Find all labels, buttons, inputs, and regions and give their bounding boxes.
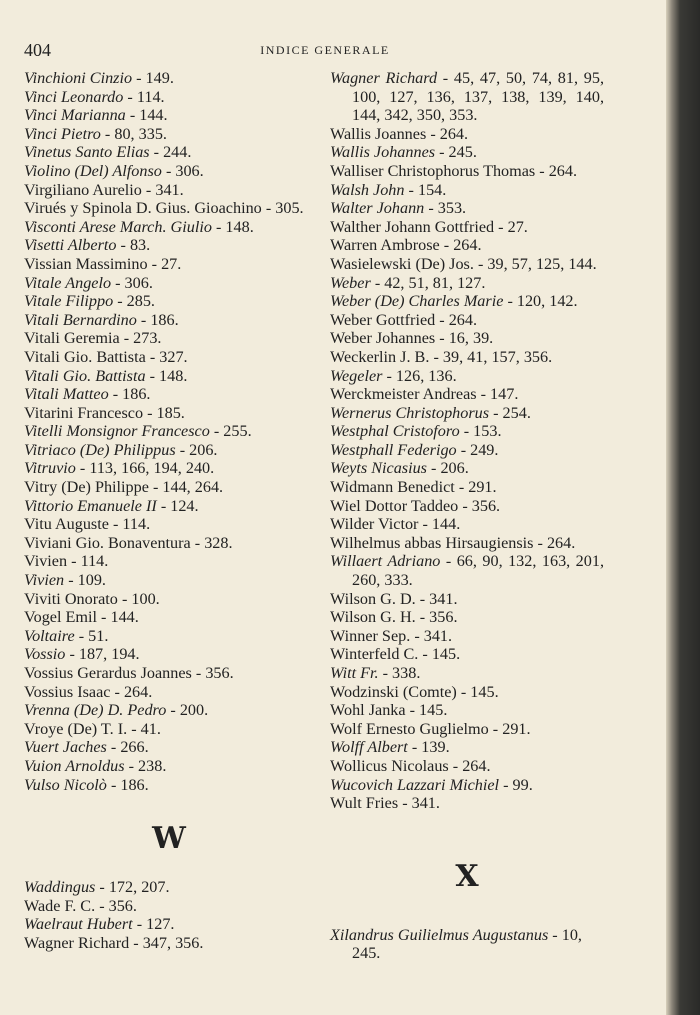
- entry-pages: - 27.: [494, 217, 528, 236]
- index-entry: [24, 571, 314, 590]
- entry-pages: - 327.: [145, 347, 188, 366]
- entry-name: Wiel Dottor Taddeo: [330, 496, 459, 515]
- entry-pages: - 113, 166, 194, 240.: [75, 459, 215, 478]
- index-entry: [24, 645, 314, 664]
- index-entry: [330, 515, 604, 534]
- entry-pages: - 341.: [410, 626, 453, 645]
- entry-pages: - 99.: [499, 775, 533, 794]
- entry-name: Viviani Gio. Bonaventura: [24, 533, 191, 552]
- entry-pages: - 80, 335.: [100, 124, 167, 143]
- entry-name: Vivien: [24, 571, 65, 590]
- index-entry: [330, 199, 604, 218]
- entry-pages: - 356.: [191, 664, 234, 682]
- page-number: 404: [24, 40, 51, 60]
- entry-name: Wilhelmus abbas Hirsaugiensis: [330, 533, 534, 552]
- index-entry: [330, 627, 604, 646]
- index-entry: [24, 143, 314, 162]
- index-entry: [330, 701, 604, 720]
- entry-name: Vinci Pietro: [24, 124, 101, 143]
- entry-pages: - 338.: [378, 664, 421, 682]
- index-entry: [330, 367, 604, 386]
- entry-pages: - 245.: [435, 143, 477, 162]
- entry-pages: - 147.: [476, 385, 519, 404]
- index-entry: [330, 794, 604, 813]
- entry-name: Vitry (De) Philippe: [24, 478, 149, 497]
- entry-pages: - 264.: [533, 533, 576, 552]
- entry-name: Westphal Cristoforo: [330, 422, 460, 441]
- entry-name: Vuion Arnoldus: [24, 756, 125, 775]
- entry-name: Vitu Auguste: [24, 515, 109, 534]
- entry-pages: - 328.: [190, 533, 233, 552]
- entry-pages: - 186.: [106, 775, 149, 794]
- index-entry: [330, 255, 604, 274]
- index-entry: [24, 88, 314, 107]
- entry-name: Wallis Johannes: [330, 143, 436, 162]
- running-head: INDICE GENERALE: [260, 43, 390, 57]
- index-entry: [330, 311, 604, 330]
- index-entry: [330, 459, 604, 478]
- index-list-v: [24, 69, 314, 794]
- index-list-x: [330, 926, 604, 963]
- index-entry: [330, 404, 604, 423]
- entry-pages: - 16, 39.: [435, 329, 494, 348]
- entry-pages: - 291.: [454, 478, 497, 497]
- entry-pages: - 264.: [110, 682, 153, 701]
- entry-pages: - 306.: [161, 161, 204, 180]
- entry-name: Vissian Massimino: [24, 254, 148, 273]
- entry-name: Vitali Gio. Battista: [24, 366, 146, 385]
- entry-pages: - 266.: [106, 738, 149, 757]
- index-list-w: [24, 878, 314, 952]
- index-entry: [24, 385, 314, 404]
- index-entry: [24, 776, 314, 795]
- entry-pages: - 144.: [418, 515, 461, 534]
- index-entry: [330, 720, 604, 739]
- entry-pages: - 264.: [435, 310, 478, 329]
- index-entry: [330, 218, 604, 237]
- entry-name: Vitriaco (De) Philippus: [24, 440, 176, 459]
- index-entry: [24, 534, 314, 553]
- entry-name: Wasielewski (De) Jos.: [330, 254, 474, 273]
- entry-pages: - 306.: [111, 273, 153, 292]
- entry-name: Vulso Nicolò: [24, 775, 107, 794]
- index-entry: [24, 329, 314, 348]
- entry-name: Wegeler: [330, 366, 383, 385]
- entry-name: Waelraut Hubert: [24, 915, 133, 934]
- entry-name: Vitale Filippo: [24, 292, 114, 311]
- entry-pages: - 186.: [108, 385, 151, 404]
- index-column-right: [330, 69, 609, 963]
- entry-name: Walther Johann Gottfried: [330, 217, 495, 236]
- entry-name: Weber Gottfried: [330, 310, 436, 329]
- entry-name: Vuert Jaches: [24, 738, 107, 757]
- entry-name: Virgiliano Aurelio: [24, 180, 142, 199]
- entry-pages: - 148.: [211, 217, 254, 236]
- index-entry: [330, 181, 604, 200]
- entry-name: Vitale Angelo: [24, 273, 112, 292]
- entry-pages: - 285.: [113, 292, 155, 311]
- index-entry: [24, 236, 314, 255]
- entry-name: Wagner Richard: [24, 933, 130, 952]
- index-entry: [24, 552, 314, 571]
- index-entry: [24, 757, 314, 776]
- index-entry: [24, 897, 314, 916]
- index-list-w-continued: [330, 69, 609, 813]
- entry-name: Witt Fr.: [330, 664, 379, 682]
- index-entry: [24, 720, 314, 739]
- index-entry: [24, 459, 314, 478]
- entry-name: Widmann Benedict: [330, 478, 455, 497]
- entry-pages: - 145.: [418, 645, 461, 664]
- entry-name: Vinci Marianna: [24, 106, 126, 125]
- entry-name: Vossio: [24, 645, 66, 664]
- index-entry: [330, 552, 609, 590]
- entry-name: Waddingus: [24, 878, 96, 897]
- index-entry: [24, 422, 314, 441]
- index-entry: [24, 478, 314, 497]
- index-entry: [24, 878, 314, 897]
- index-entry: [24, 934, 314, 953]
- entry-name: Vossius Gerardus Joannes: [24, 664, 192, 682]
- index-entry: [330, 738, 604, 757]
- entry-pages: - 145.: [405, 701, 448, 720]
- entry-pages: - 120, 142.: [503, 292, 578, 311]
- entry-pages: - 353.: [424, 199, 467, 218]
- index-entry: [24, 497, 314, 516]
- index-entry: [330, 683, 604, 702]
- entry-pages: - 291.: [488, 719, 531, 738]
- entry-pages: - 200.: [166, 701, 209, 720]
- entry-name: Xilandrus Guilielmus Augustanus: [330, 925, 549, 944]
- entry-name: Visconti Arese March. Giulio: [24, 217, 212, 236]
- entry-pages: - 144.: [125, 106, 168, 125]
- entry-pages: - 39, 41, 157, 356.: [429, 347, 553, 366]
- entry-pages: - 45, 47, 50, 74, 81, 95, 100, 127, 136, 137, 138, 139, 140, 144, 342, 350, 353.: [352, 69, 609, 125]
- entry-pages: - 273.: [119, 329, 162, 348]
- entry-name: Vossius Isaac: [24, 682, 111, 701]
- entry-name: Visetti Alberto: [24, 236, 117, 255]
- index-entry: [330, 534, 604, 553]
- entry-pages: - 264.: [535, 161, 578, 180]
- index-entry: [330, 590, 604, 609]
- entry-name: Wohl Janka: [330, 701, 406, 720]
- index-entry: [24, 125, 314, 144]
- index-column-left: [24, 69, 314, 953]
- index-entry: [330, 274, 604, 293]
- index-entry: [24, 515, 314, 534]
- index-entry: [330, 776, 604, 795]
- index-entry: [24, 701, 314, 720]
- entry-pages: - 148.: [145, 366, 188, 385]
- entry-name: Wilder Victor: [330, 515, 419, 534]
- index-entry: [24, 348, 314, 367]
- entry-pages: - 42, 51, 81, 127.: [370, 273, 486, 292]
- index-entry: [24, 218, 314, 237]
- entry-pages: - 347, 356.: [129, 933, 204, 952]
- entry-pages: - 109.: [64, 571, 106, 590]
- entry-pages: - 114.: [67, 552, 109, 571]
- index-entry: [24, 162, 314, 181]
- entry-name: Werckmeister Andreas: [330, 385, 477, 404]
- entry-name: Winterfeld C.: [330, 645, 419, 664]
- entry-name: Violino (Del) Alfonso: [24, 161, 162, 180]
- section-letter-x: X: [455, 858, 479, 894]
- entry-pages: - 100.: [117, 589, 160, 608]
- entry-name: Vitali Geremia: [24, 329, 120, 348]
- index-entry: [330, 162, 604, 181]
- entry-pages: - 126, 136.: [382, 366, 457, 385]
- index-entry: [330, 608, 604, 627]
- index-entry: [330, 757, 604, 776]
- index-entry: [24, 608, 314, 627]
- entry-name: Wallis Joannes: [330, 124, 427, 143]
- index-entry: [330, 478, 604, 497]
- entry-pages: - 341.: [415, 589, 458, 608]
- index-entry: [24, 367, 314, 386]
- entry-pages: - 66, 90, 132, 163, 201, 260, 333.: [352, 552, 609, 590]
- index-entry: [330, 385, 604, 404]
- entry-name: Wollicus Nicolaus: [330, 756, 449, 775]
- entry-pages: - 356.: [415, 608, 458, 627]
- entry-pages: - 154.: [404, 180, 447, 199]
- index-entry: [330, 236, 604, 255]
- entry-name: Vitali Gio. Battista: [24, 347, 146, 366]
- index-entry: [330, 69, 609, 125]
- entry-pages: - 254.: [489, 403, 531, 422]
- entry-name: Wolf Ernesto Guglielmo: [330, 719, 489, 738]
- entry-name: Weber Johannes: [330, 329, 436, 348]
- index-entry: [330, 292, 604, 311]
- entry-pages: - 206.: [175, 440, 218, 459]
- entry-pages: - 153.: [459, 422, 502, 441]
- entry-pages: - 244.: [149, 143, 192, 162]
- entry-pages: - 41.: [127, 719, 161, 738]
- entry-pages: - 145.: [456, 682, 499, 701]
- index-entry: [24, 441, 314, 460]
- entry-pages: - 264.: [439, 236, 482, 255]
- entry-name: Vittorio Emanuele II: [24, 496, 157, 515]
- entry-pages: - 264.: [448, 756, 491, 775]
- entry-name: Vroye (De) T. I.: [24, 719, 128, 738]
- entry-name: Vinetus Santo Elias: [24, 143, 150, 162]
- index-entry: [24, 590, 314, 609]
- index-entry: [24, 311, 314, 330]
- entry-name: Wolff Albert: [330, 738, 408, 757]
- page-header: [24, 40, 626, 62]
- entry-pages: - 356.: [95, 896, 137, 915]
- entry-name: Vitruvio: [24, 459, 76, 478]
- entry-name: Voltaire: [24, 626, 75, 645]
- entry-name: Wernerus Christophorus: [330, 403, 490, 422]
- index-entry: [24, 181, 314, 200]
- entry-pages: - 144, 264.: [148, 478, 224, 497]
- entry-name: Winner Sep.: [330, 626, 411, 645]
- index-entry: [24, 255, 314, 274]
- index-entry: [24, 664, 314, 683]
- entry-name: Weyts Nicasius: [330, 459, 427, 478]
- entry-pages: - 127.: [132, 915, 175, 934]
- entry-pages: - 356.: [458, 496, 501, 515]
- entry-name: Virués y Spinola D. Gius. Gioachino: [24, 199, 262, 218]
- entry-pages: - 83.: [116, 236, 151, 255]
- entry-name: Vitali Matteo: [24, 385, 109, 404]
- index-entry: [24, 274, 314, 293]
- index-entry: [330, 497, 604, 516]
- entry-pages: - 144.: [97, 608, 139, 627]
- index-entry: [24, 627, 314, 646]
- index-entry: [24, 738, 314, 757]
- entry-name: Weber: [330, 273, 371, 292]
- entry-pages: - 206.: [426, 459, 469, 478]
- entry-name: Viviti Onorato: [24, 589, 118, 608]
- index-entry: [24, 404, 314, 423]
- page-edge-shadow: [666, 0, 700, 1015]
- entry-name: Wade F. C.: [24, 896, 96, 915]
- index-entry: [330, 645, 604, 664]
- entry-name: Walsh John: [330, 180, 405, 199]
- index-entry: [24, 292, 314, 311]
- section-letter-w: W: [152, 821, 186, 857]
- entry-pages: - 172, 207.: [95, 878, 170, 897]
- entry-pages: - 10, 245.: [352, 925, 587, 963]
- entry-name: Walter Johann: [330, 199, 425, 218]
- entry-pages: - 238.: [124, 756, 167, 775]
- index-entry: [330, 143, 604, 162]
- entry-name: Walliser Christophorus Thomas: [330, 161, 536, 180]
- entry-name: Weber (De) Charles Marie: [330, 292, 504, 311]
- index-entry: [330, 441, 604, 460]
- entry-name: Weckerlin J. B.: [330, 347, 430, 366]
- entry-pages: - 39, 57, 125, 144.: [473, 254, 597, 273]
- entry-pages: - 264.: [426, 124, 469, 143]
- entry-name: Vinchioni Cinzio: [24, 69, 133, 87]
- index-entry: [24, 915, 314, 934]
- entry-name: Wult Fries: [330, 794, 399, 813]
- entry-pages: - 249.: [456, 440, 499, 459]
- entry-name: Vogel Emil: [24, 608, 97, 627]
- entry-name: Vinci Leonardo: [24, 87, 124, 106]
- entry-name: Wodzinski (Comte): [330, 682, 457, 701]
- entry-pages: - 305.: [261, 199, 304, 218]
- entry-pages: - 51.: [74, 626, 109, 645]
- index-entry: [330, 926, 604, 963]
- entry-pages: - 27.: [147, 254, 182, 273]
- index-entry: [24, 69, 314, 88]
- index-entry: [24, 683, 314, 702]
- entry-name: Vitarini Francesco: [24, 403, 144, 422]
- entry-pages: - 341.: [141, 180, 184, 199]
- entry-name: Westphall Federigo: [330, 440, 457, 459]
- entry-pages: - 149.: [132, 69, 174, 87]
- entry-name: Vrenna (De) D. Pedro: [24, 701, 167, 720]
- entry-pages: - 341.: [398, 794, 440, 813]
- entry-pages: - 114.: [108, 515, 151, 534]
- index-entry: [330, 664, 604, 683]
- entry-pages: - 124.: [156, 496, 199, 515]
- entry-pages: - 139.: [407, 738, 450, 757]
- index-entry: [330, 329, 604, 348]
- entry-pages: - 114.: [123, 87, 165, 106]
- entry-name: Vitali Bernardino: [24, 310, 137, 329]
- entry-pages: - 255.: [209, 422, 252, 441]
- index-entry: [330, 125, 604, 144]
- entry-name: Willaert Adriano: [330, 552, 441, 571]
- index-entry: [24, 106, 314, 125]
- entry-name: Wagner Richard: [330, 69, 438, 87]
- entry-name: Vitelli Monsignor Francesco: [24, 422, 210, 441]
- index-entry: [330, 348, 604, 367]
- entry-pages: - 187, 194.: [65, 645, 140, 664]
- entry-name: Wilson G. H.: [330, 608, 416, 627]
- entry-pages: - 186.: [136, 310, 179, 329]
- entry-name: Wucovich Lazzari Michiel: [330, 775, 500, 794]
- index-entry: [330, 422, 604, 441]
- entry-name: Warren Ambrose: [330, 236, 440, 255]
- entry-name: Wilson G. D.: [330, 589, 416, 608]
- entry-pages: - 185.: [143, 403, 185, 422]
- index-entry: [24, 199, 314, 218]
- entry-name: Vivien: [24, 552, 68, 571]
